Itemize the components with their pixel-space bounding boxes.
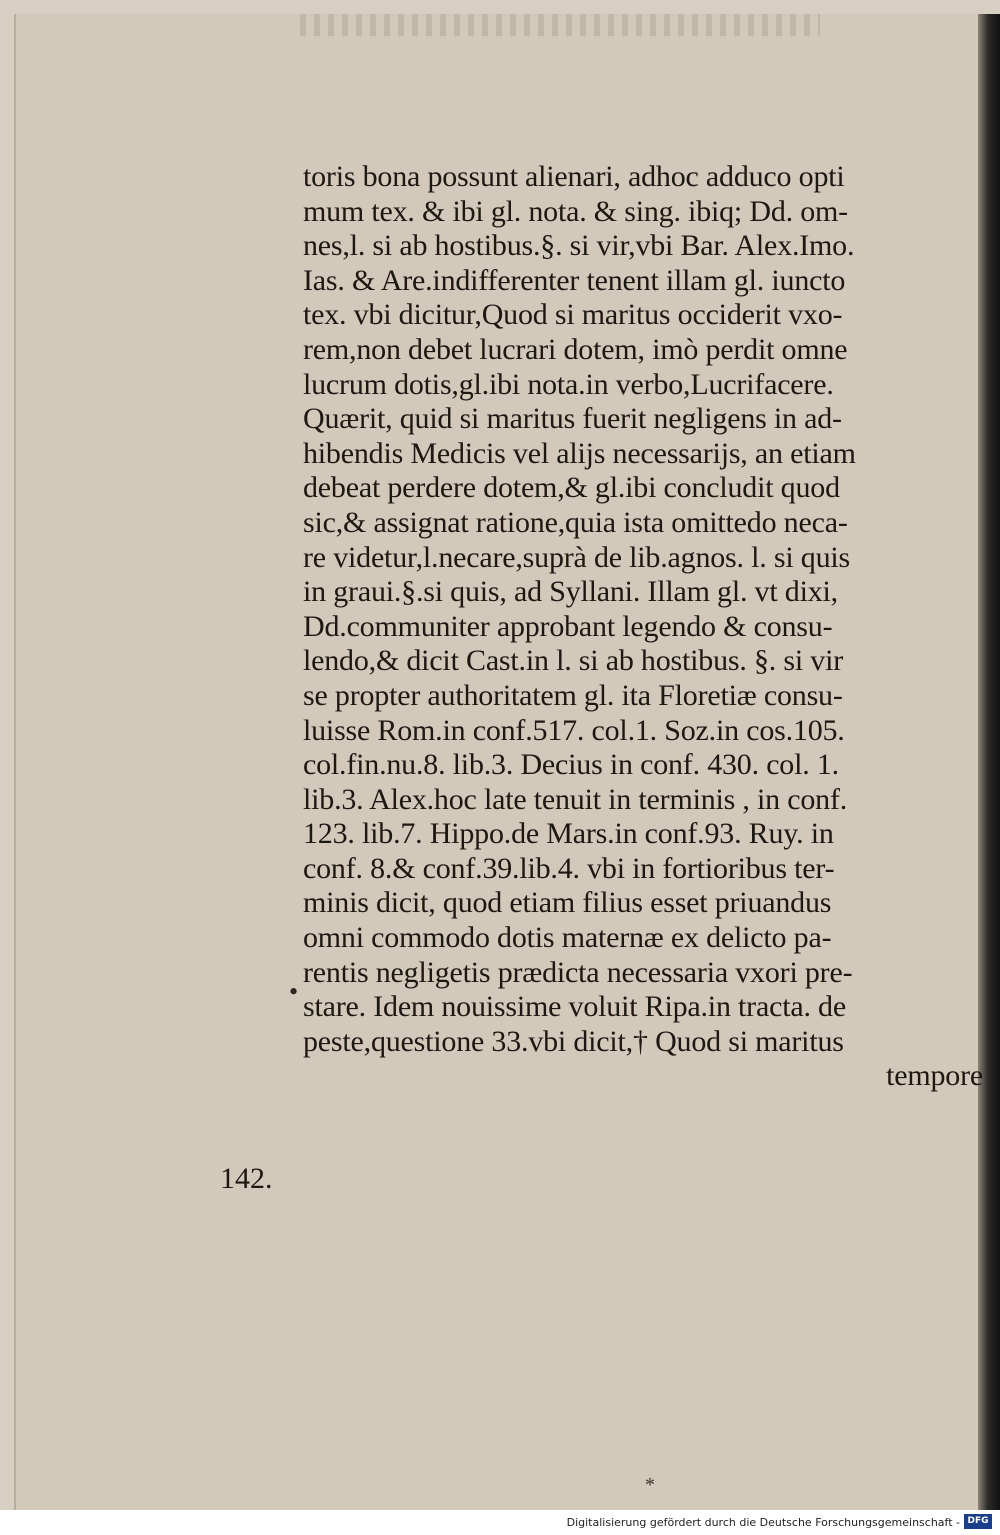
text-line: col.fin.nu.8. lib.3. Decius in conf. 430. col. 1.	[303, 748, 839, 782]
text-line: re videtur,l.necare,suprà de lib.agnos. l. si quis	[303, 540, 850, 574]
page-top-edge	[300, 14, 820, 36]
text-line: mum tex. & ibi gl. nota. & sing. ibiq; Dd. om-	[303, 194, 848, 228]
text-line: lucrum dotis,gl.ibi nota.in verbo,Lucrifacere.	[303, 367, 834, 401]
text-line: peste,questione 33.vbi dicit,† Quod si maritus	[303, 1024, 844, 1058]
text-line: omni commodo dotis maternæ ex delicto pa-	[303, 921, 832, 955]
text-line: conf. 8.& conf.39.lib.4. vbi in fortioribus ter-	[303, 851, 835, 885]
text-line: se propter authoritatem gl. ita Floretiæ consu-	[303, 678, 843, 712]
text-line: rentis negligetis prædicta necessaria vxori pre-	[303, 955, 853, 989]
text-line: tex. vbi dicitur,Quod si maritus occiderit vxo-	[303, 298, 843, 332]
text-line: in graui.§.si quis, ad Syllani. Illam gl. vt dixi,	[303, 575, 838, 609]
text-line: toris bona possunt alienari, adhoc adduco opti	[303, 160, 845, 193]
dfg-logo-icon: DFG	[964, 1514, 992, 1529]
text-line: lendo,& dicit Cast.in l. si ab hostibus. §. si vir	[303, 644, 843, 678]
main-text-block	[303, 160, 985, 1094]
catchword: tempore	[886, 1059, 983, 1093]
text-line: Quærit, quid si maritus fuerit negligens in ad-	[303, 402, 842, 436]
text-line: lib.3. Alex.hoc late tenuit in terminis , in conf.	[303, 782, 848, 816]
text-line: minis dicit, quod etiam filius esset priuandus	[303, 886, 832, 920]
text-line: hibendis Medicis vel alijs necessarijs, an etiam	[303, 436, 856, 470]
text-line: sic,& assignat ratione,quia ista omittedo neca-	[303, 505, 848, 539]
text-line: luisse Rom.in conf.517. col.1. Soz.in cos.105.	[303, 713, 845, 747]
text-line: Ias. & Are.indifferenter tenent illam gl. iuncto	[303, 263, 846, 297]
text-line: stare. Idem nouissime voluit Ripa.in tracta. de	[303, 990, 846, 1024]
margin-number: 142.	[220, 1162, 273, 1195]
text-line: Dd.communiter approbant legendo & consu-	[303, 609, 833, 643]
text-line: 123. lib.7. Hippo.de Mars.in conf.93. Ruy. in	[303, 817, 834, 851]
footer-credit: Digitalisierung gefördert durch die Deutsche Forschungsgemeinschaft -	[566, 1516, 960, 1529]
text-line: rem,non debet lucrari dotem, imò perdit omne	[303, 332, 848, 366]
bottom-ornament: *	[645, 1474, 655, 1496]
text-line: debeat perdere dotem,& gl.ibi concludit quod	[303, 471, 840, 505]
text-line: nes,l. si ab hostibus.§. si vir,vbi Bar. Alex.Imo.	[303, 229, 855, 263]
margin-dot-mark: •	[289, 977, 299, 1006]
